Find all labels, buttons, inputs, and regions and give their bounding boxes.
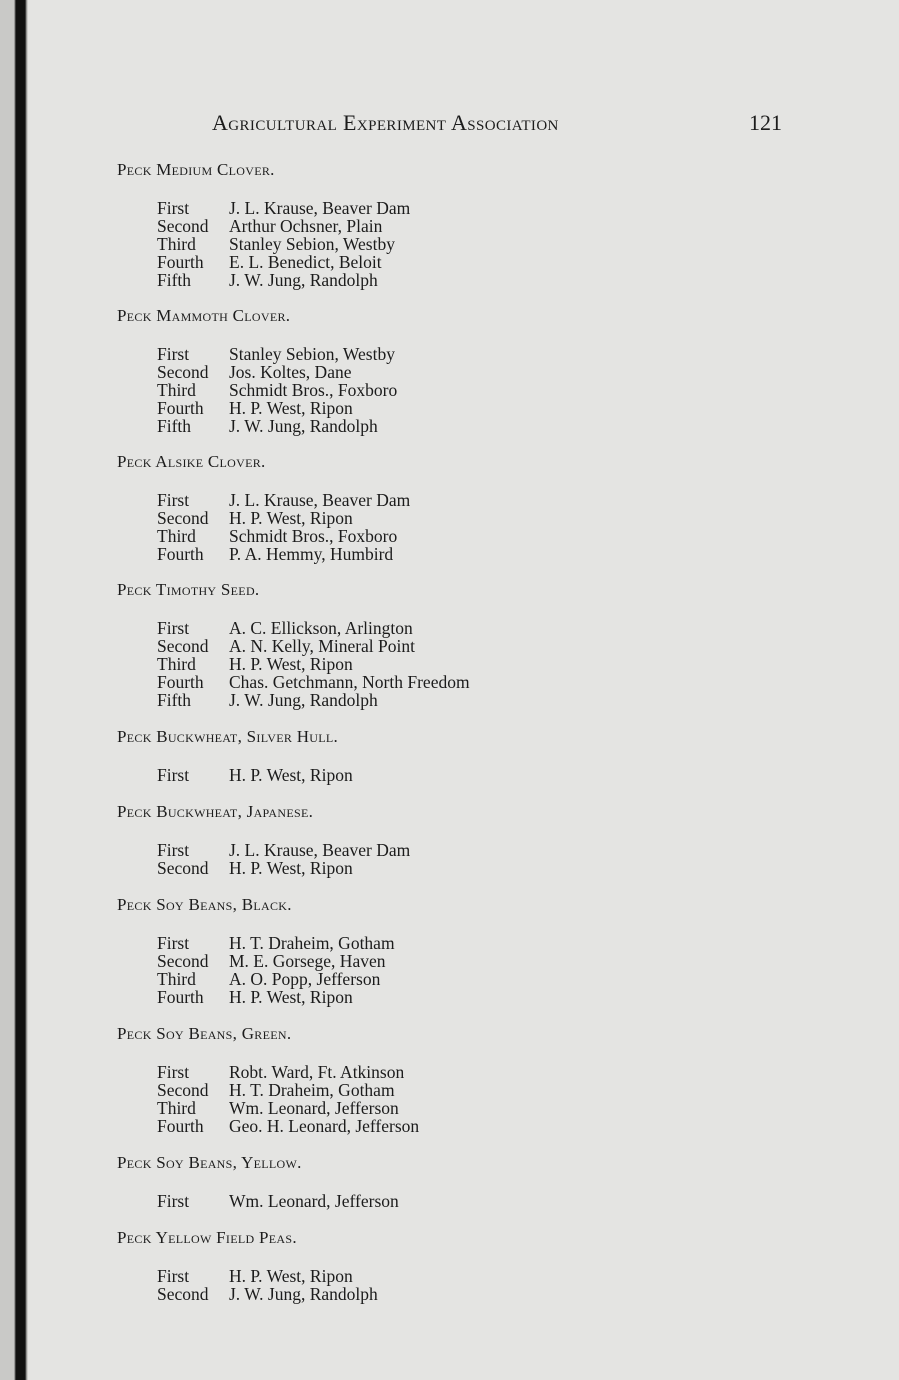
entry-place: Fourth <box>157 672 204 692</box>
entry-row <box>157 655 817 673</box>
section-title: Peck Soy Beans, Green. <box>117 1024 292 1043</box>
entry-place: Second <box>157 858 209 878</box>
entry-row <box>157 952 817 970</box>
award-section <box>117 452 817 563</box>
entry-place: Second <box>157 362 209 382</box>
award-section <box>117 727 817 784</box>
entry-winner: Jos. Koltes, Dane <box>229 362 352 382</box>
entry-row <box>157 509 817 527</box>
entry-place: First <box>157 344 190 364</box>
entry-place: Second <box>157 636 209 656</box>
entry-place: First <box>157 198 190 218</box>
entry-winner: J. L. Krause, Beaver Dam <box>229 840 411 860</box>
entry-row <box>157 637 817 655</box>
section-title: Peck Soy Beans, Yellow. <box>117 1153 302 1172</box>
entry-winner: E. L. Benedict, Beloit <box>229 252 382 272</box>
entry-winner: M. E. Gorsege, Haven <box>229 951 386 971</box>
entry-place: Fourth <box>157 544 204 564</box>
entry-place: Second <box>157 1284 209 1304</box>
entry-place: Fourth <box>157 1116 204 1136</box>
entry-winner: H. P. West, Ripon <box>229 987 353 1007</box>
entry-row <box>157 491 817 509</box>
award-section <box>117 1024 817 1135</box>
entry-row <box>157 1063 817 1081</box>
entry-place: Fourth <box>157 987 204 1007</box>
entry-list <box>157 841 817 877</box>
running-header <box>212 110 782 140</box>
entry-winner: Chas. Getchmann, North Freedom <box>229 672 470 692</box>
entry-list <box>157 199 817 289</box>
entry-row <box>157 691 817 709</box>
entry-winner: Robt. Ward, Ft. Atkinson <box>229 1062 405 1082</box>
entry-winner: A. N. Kelly, Mineral Point <box>229 636 415 656</box>
book-spine-edge <box>0 0 28 1380</box>
entry-list <box>157 491 817 563</box>
entry-winner: J. W. Jung, Randolph <box>229 416 378 436</box>
entry-list <box>157 934 817 1006</box>
entry-winner: H. P. West, Ripon <box>229 1266 353 1286</box>
entry-winner: H. P. West, Ripon <box>229 398 353 418</box>
award-section <box>117 160 817 289</box>
entry-place: Third <box>157 969 196 989</box>
entry-place: Fourth <box>157 398 204 418</box>
entry-row <box>157 1117 817 1135</box>
section-title: Peck Timothy Seed. <box>117 580 260 599</box>
entry-row <box>157 619 817 637</box>
entry-row <box>157 417 817 435</box>
entry-winner: Schmidt Bros., Foxboro <box>229 526 398 546</box>
section-title: Peck Soy Beans, Black. <box>117 895 292 914</box>
entry-winner: Arthur Ochsner, Plain <box>229 216 383 236</box>
entry-winner: J. L. Krause, Beaver Dam <box>229 198 411 218</box>
entry-row <box>157 527 817 545</box>
entry-list <box>157 1267 817 1303</box>
entry-row <box>157 363 817 381</box>
entry-row <box>157 345 817 363</box>
entry-row <box>157 859 817 877</box>
entry-winner: Geo. H. Leonard, Jefferson <box>229 1116 420 1136</box>
entry-list <box>157 1192 817 1210</box>
entry-place: First <box>157 490 190 510</box>
entry-row <box>157 545 817 563</box>
entry-list <box>157 766 817 784</box>
entry-place: First <box>157 933 190 953</box>
entry-winner: Stanley Sebion, Westby <box>229 344 395 364</box>
entry-row <box>157 766 817 784</box>
entry-winner: J. L. Krause, Beaver Dam <box>229 490 411 510</box>
entry-place: Third <box>157 380 196 400</box>
entry-winner: Wm. Leonard, Jefferson <box>229 1191 399 1211</box>
entry-winner: H. P. West, Ripon <box>229 858 353 878</box>
award-section <box>117 1153 817 1210</box>
entry-place: Fifth <box>157 270 192 290</box>
entry-place: First <box>157 1062 190 1082</box>
award-section <box>117 802 817 877</box>
entry-row <box>157 1192 817 1210</box>
entry-row <box>157 1081 817 1099</box>
entry-place: Third <box>157 234 196 254</box>
entry-place: First <box>157 618 190 638</box>
entry-place: Fifth <box>157 416 192 436</box>
entry-row <box>157 841 817 859</box>
award-section <box>117 1228 817 1303</box>
entry-winner: A. O. Popp, Jefferson <box>229 969 381 989</box>
award-section <box>117 895 817 1006</box>
page-number: 121 <box>749 110 782 135</box>
book-page <box>28 0 899 1380</box>
entry-row <box>157 235 817 253</box>
entry-row <box>157 199 817 217</box>
entry-row <box>157 1099 817 1117</box>
entry-row <box>157 217 817 235</box>
entry-winner: Wm. Leonard, Jefferson <box>229 1098 399 1118</box>
entry-winner: H. T. Draheim, Gotham <box>229 933 395 953</box>
entry-row <box>157 381 817 399</box>
entry-winner: Stanley Sebion, Westby <box>229 234 395 254</box>
entry-winner: J. W. Jung, Randolph <box>229 690 378 710</box>
entry-place: First <box>157 1266 190 1286</box>
entry-winner: Schmidt Bros., Foxboro <box>229 380 398 400</box>
header-title: Agricultural Experiment Association <box>212 110 559 135</box>
entry-winner: H. P. West, Ripon <box>229 508 353 528</box>
entry-place: Fourth <box>157 252 204 272</box>
entry-row <box>157 988 817 1006</box>
entry-list <box>157 619 817 709</box>
entry-place: Third <box>157 526 196 546</box>
entry-winner: A. C. Ellickson, Arlington <box>229 618 413 638</box>
entry-place: First <box>157 765 190 785</box>
section-title: Peck Mammoth Clover. <box>117 306 291 325</box>
entry-place: Second <box>157 508 209 528</box>
entry-place: Second <box>157 951 209 971</box>
entry-winner: P. A. Hemmy, Humbird <box>229 544 394 564</box>
awards-list <box>117 160 817 1321</box>
entry-list <box>157 345 817 435</box>
entry-winner: H. T. Draheim, Gotham <box>229 1080 395 1100</box>
entry-row <box>157 1267 817 1285</box>
entry-place: Second <box>157 216 209 236</box>
section-title: Peck Yellow Field Peas. <box>117 1228 297 1247</box>
entry-row <box>157 934 817 952</box>
entry-row <box>157 253 817 271</box>
section-title: Peck Alsike Clover. <box>117 452 266 471</box>
award-section <box>117 580 817 709</box>
entry-winner: H. P. West, Ripon <box>229 765 353 785</box>
entry-row <box>157 271 817 289</box>
entry-row <box>157 970 817 988</box>
entry-winner: J. W. Jung, Randolph <box>229 270 378 290</box>
entry-place: First <box>157 1191 190 1211</box>
entry-place: Third <box>157 1098 196 1118</box>
entry-place: Second <box>157 1080 209 1100</box>
entry-row <box>157 399 817 417</box>
award-section <box>117 306 817 435</box>
entry-winner: H. P. West, Ripon <box>229 654 353 674</box>
section-title: Peck Buckwheat, Japanese. <box>117 802 314 821</box>
entry-place: Fifth <box>157 690 192 710</box>
entry-row <box>157 673 817 691</box>
section-title: Peck Medium Clover. <box>117 160 275 179</box>
entry-place: First <box>157 840 190 860</box>
entry-row <box>157 1285 817 1303</box>
section-title: Peck Buckwheat, Silver Hull. <box>117 727 339 746</box>
entry-list <box>157 1063 817 1135</box>
entry-place: Third <box>157 654 196 674</box>
entry-winner: J. W. Jung, Randolph <box>229 1284 378 1304</box>
